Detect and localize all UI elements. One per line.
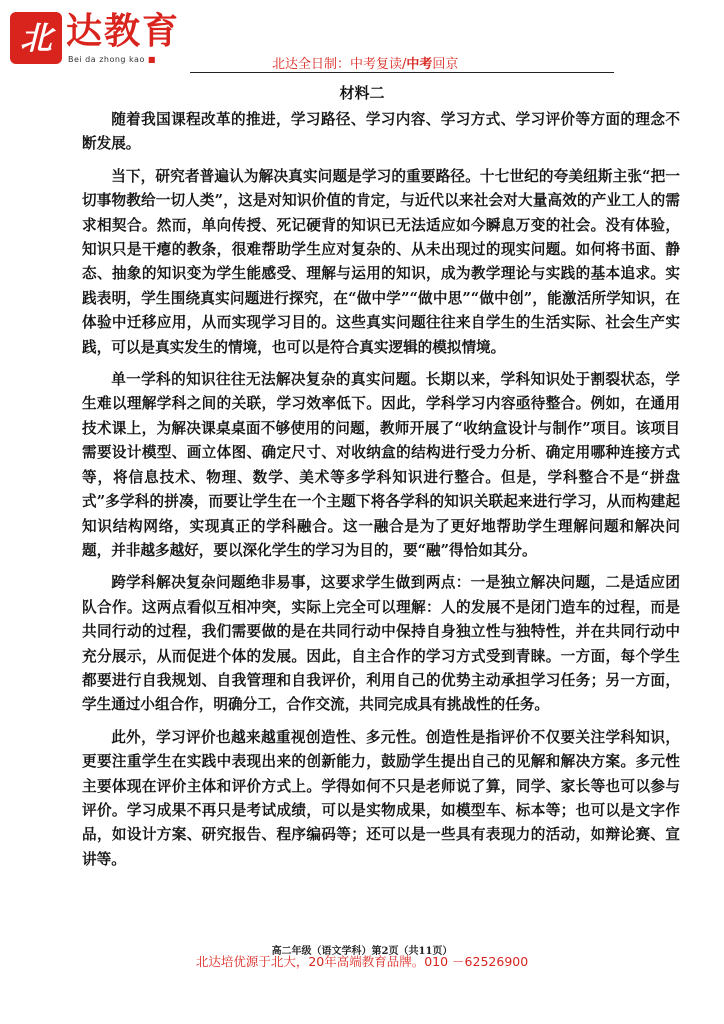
page-header [0, 0, 724, 80]
logo-dot: ■ [147, 55, 156, 64]
logo-mark: 北 [10, 12, 62, 64]
header-tagline [272, 53, 458, 72]
paragraph-4: 跨学科解决复杂问题绝非易事，这要求学生做到两点：一是独立解决问题，二是适应团队合作。这两点看似互相冲突，实际上完全可以理解：人的发展不是闭门造车的过程，而是共同行动的过程，我们需要做的是在共同行动中保持自身独立性与独特性，并在共同行动中充分展示，从而促进个体的发展。因此，自主合作的学习方式受到青睐。一方面，每个学生都要进行自我规划、自我管理和自我评价，利用自己的优势主动承担学习任务；另一方面，学生通过小组合作，明确分工，合作交流，共同完成具有挑战性的任务。 [82, 574, 680, 714]
logo-subtitle [68, 55, 156, 64]
logo-name: 达教育 [66, 11, 181, 52]
logo-subtitle-text: Bei da zhong kao [68, 55, 145, 64]
tagline-highlight: 中考 [406, 57, 433, 72]
paragraph-2: 当下，研究者普遍认为解决真实问题是学习的重要路径。十七世纪的夸美纽斯主张“把一切事物教给一切人类”，这是对知识价值的肯定，与近代以来社会对大量高效的产业工人的需求相契合。然而，单向传授、死记硬背的知识已无法适应如今瞬息万变的社会。没有体验，知识只是干瘪的教条，很难帮助学生应对复杂的、从未出现过的现实问题。如何将书面、静态、抽象的知识变为学生能感受、理解与运用的知识，成为教学理论与实践的基本追求。实践表明，学生围绕真实问题进行探究，在“做中学”“做中思”“做中创”，能激活所学知识，在体验中迁移应用，从而实现学习目的。这些真实问题往往来自学生的生活实际、社会生产实践，可以是真实发生的情境，也可以是符合真实逻辑的模拟情境。 [82, 167, 680, 356]
header-divider [190, 72, 614, 73]
footer-promo: 北达培优源于北大，20年高端教育品牌。010 －62526900 [195, 954, 529, 969]
paragraph-5: 此外，学习评价也越来越重视创造性、多元性。创造性是指评价不仅要关注学科知识，更要注重学生在实践中表现出来的创新能力，鼓励学生提出自己的见解和解决方案。多元性主要体现在评价主体和评价方式上。学得如何不只是老师说了算，同学、家长等也可以参与评价。学习成果不再只是考试成绩，可以是实物成果，如模型车、标本等；也可以是文字作品，如设计方案、研究报告、程序编码等；还可以是一些具有表现力的活动，如辩论赛、宣讲等。 [82, 728, 680, 868]
document-body [82, 108, 680, 880]
document-title: 材料二 [339, 84, 385, 102]
page-number: 高二年级（语文学科）第2页（共11页） [271, 946, 453, 957]
paragraph-1: 随着我国课程改革的推进，学习路径、学习内容、学习方式、学习评价等方面的理念不断发展。 [82, 111, 680, 153]
tagline-suffix: 回京 [432, 57, 459, 72]
paragraph-3: 单一学科的知识往往无法解决复杂的真实问题。长期以来，学科知识处于割裂状态，学生难以理解学科之间的关联，学习效率低下。因此，学科学习内容亟待整合。例如，在通用技术课上，为解决课桌桌面不够使用的问题，教师开展了“收纳盒设计与制作”项目。该项目需要设计模型、画立体图、确定尺寸、对收纳盒的结构进行受力分析、确定用哪种连接方式等，将信息技术、物理、数学、美术等多学科知识进行整合。但是，学科整合不是“拼盘式”多学科的拼凑，而要让学生在一个主题下将各学科的知识关联起来进行学习，从而构建起知识结构网络，实现真正的学科融合。这一融合是为了更好地帮助学生理解问题和解决问题，并非越多越好，要以深化学生的学习为目的，要“融”得恰如其分。 [82, 371, 680, 559]
tagline-prefix: 北达全日制：中考复读/ [272, 57, 407, 72]
